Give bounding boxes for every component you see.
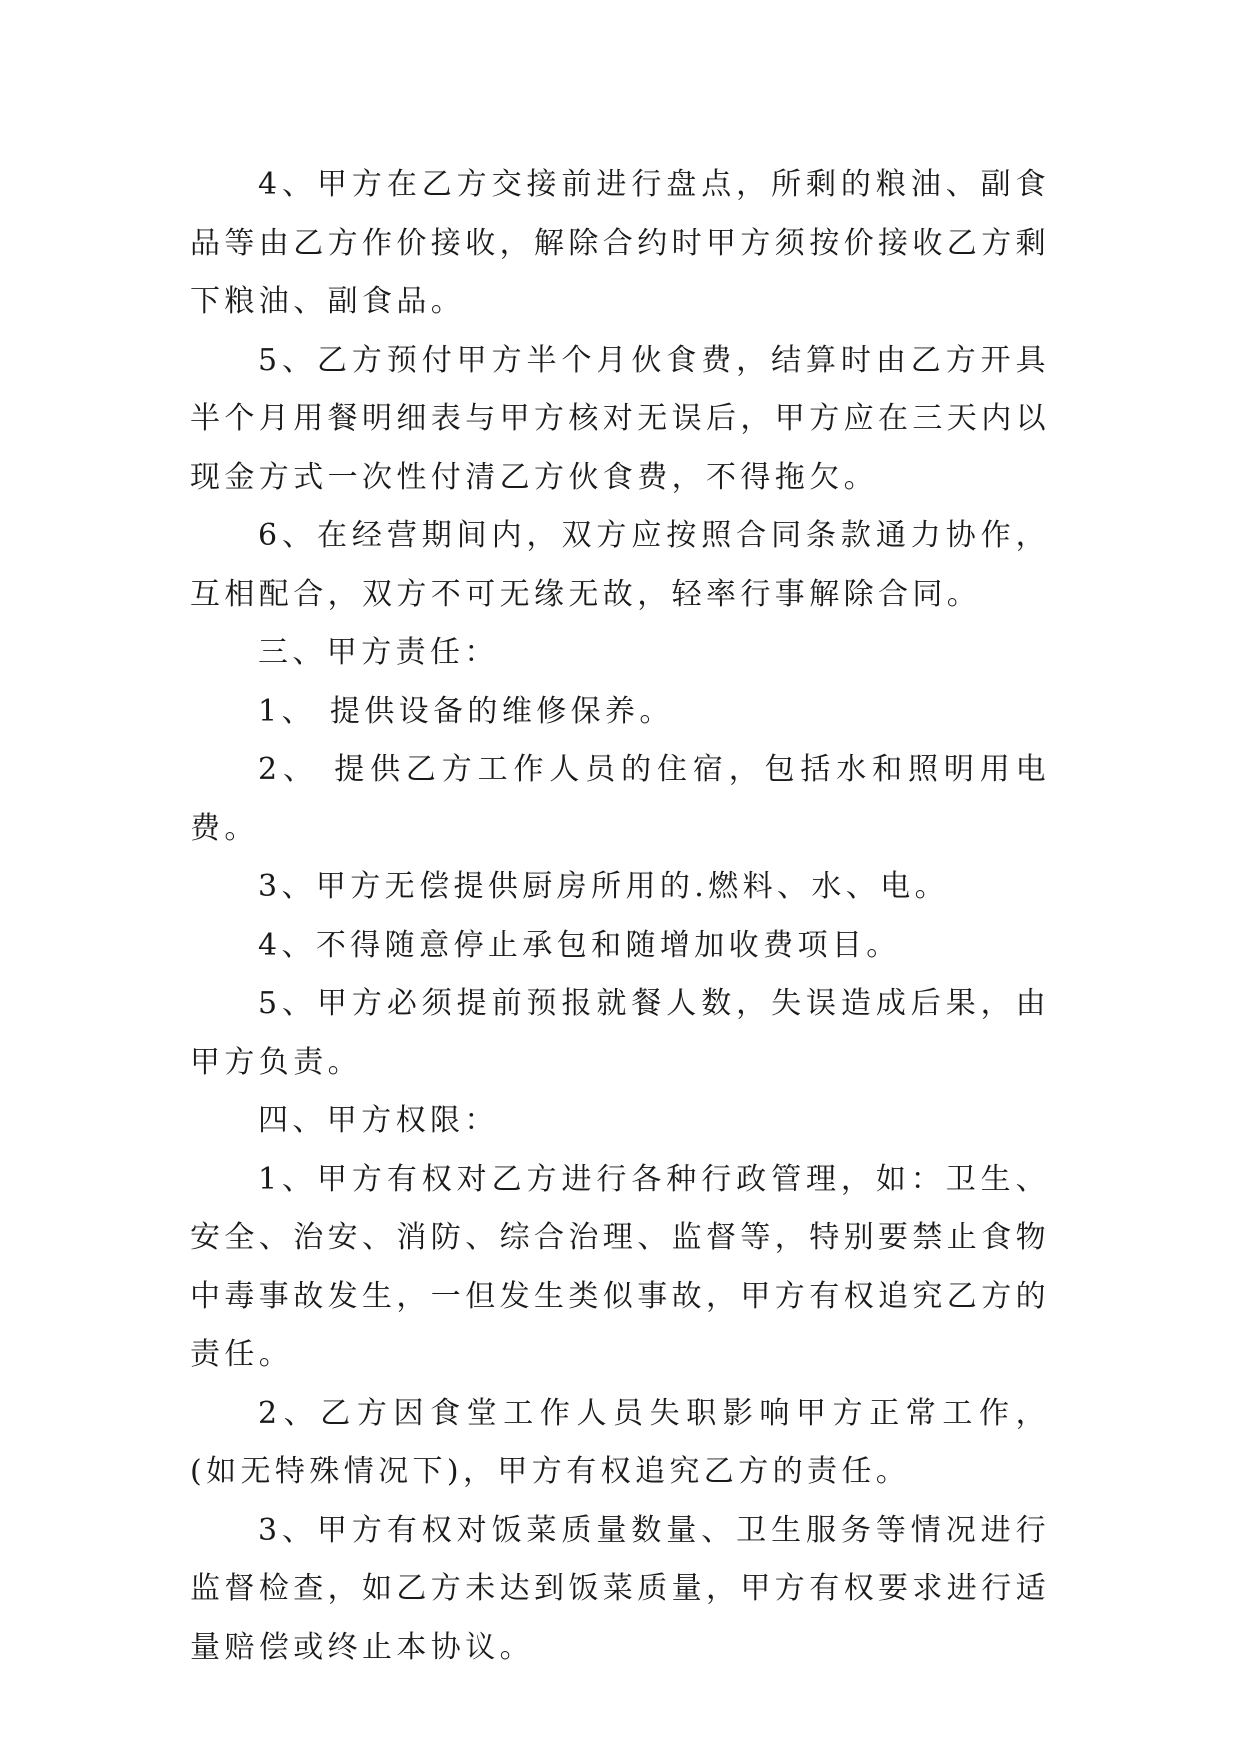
clause-5-prepayment: 5、乙方预付甲方半个月伙食费，结算时由乙方开具半个月用餐明细表与甲方核对无误后，甲方应在三天内以现金方式一次性付清乙方伙食费，不得拖欠。 bbox=[190, 342, 1050, 495]
clause-6-cooperation: 6、在经营期间内，双方应按照合同条款通力协作，互相配合，双方不可无缘无故，轻率行事解除合同。 bbox=[190, 518, 1050, 612]
right-1-administration: 1、甲方有权对乙方进行各种行政管理，如：卫生、安全、治安、消防、综合治理、监督等，特别要禁止食物中毒事故发生，一但发生类似事故，甲方有权追究乙方的责任。 bbox=[190, 1161, 1050, 1372]
duty-2-accommodation: 2、 提供乙方工作人员的住宿，包括水和照明用电费。 bbox=[190, 752, 1050, 846]
section-heading-party-a-rights: 四、甲方权限： bbox=[258, 1103, 499, 1138]
duty-3-utilities: 3、甲方无偿提供厨房所用的.燃料、水、电。 bbox=[258, 869, 950, 904]
right-3-inspection: 3、甲方有权对饭菜质量数量、卫生服务等情况进行监督检查，如乙方未达到饭菜质量，甲方有权要求进行适量赔偿或终止本协议。 bbox=[190, 1512, 1050, 1665]
section-heading-party-a-duties: 三、甲方责任： bbox=[258, 635, 499, 670]
duty-1-maintenance: 1、 提供设备的维修保养。 bbox=[258, 693, 674, 729]
duty-4-no-arbitrary-stop: 4、不得随意停止承包和随增加收费项目。 bbox=[258, 927, 901, 963]
clause-4-inventory: 4、甲方在乙方交接前进行盘点，所剩的粮油、副食品等由乙方作价接收，解除合约时甲方须按价接收乙方剩下粮油、副食品。 bbox=[190, 167, 1050, 319]
document-page bbox=[190, 156, 1050, 1677]
right-2-accountability: 2、乙方因食堂工作人员失职影响甲方正常工作，(如无特殊情况下)，甲方有权追究乙方的责任。 bbox=[190, 1395, 1050, 1489]
duty-5-report-diners: 5、甲方必须提前预报就餐人数，失误造成后果，由甲方负责。 bbox=[190, 986, 1050, 1080]
